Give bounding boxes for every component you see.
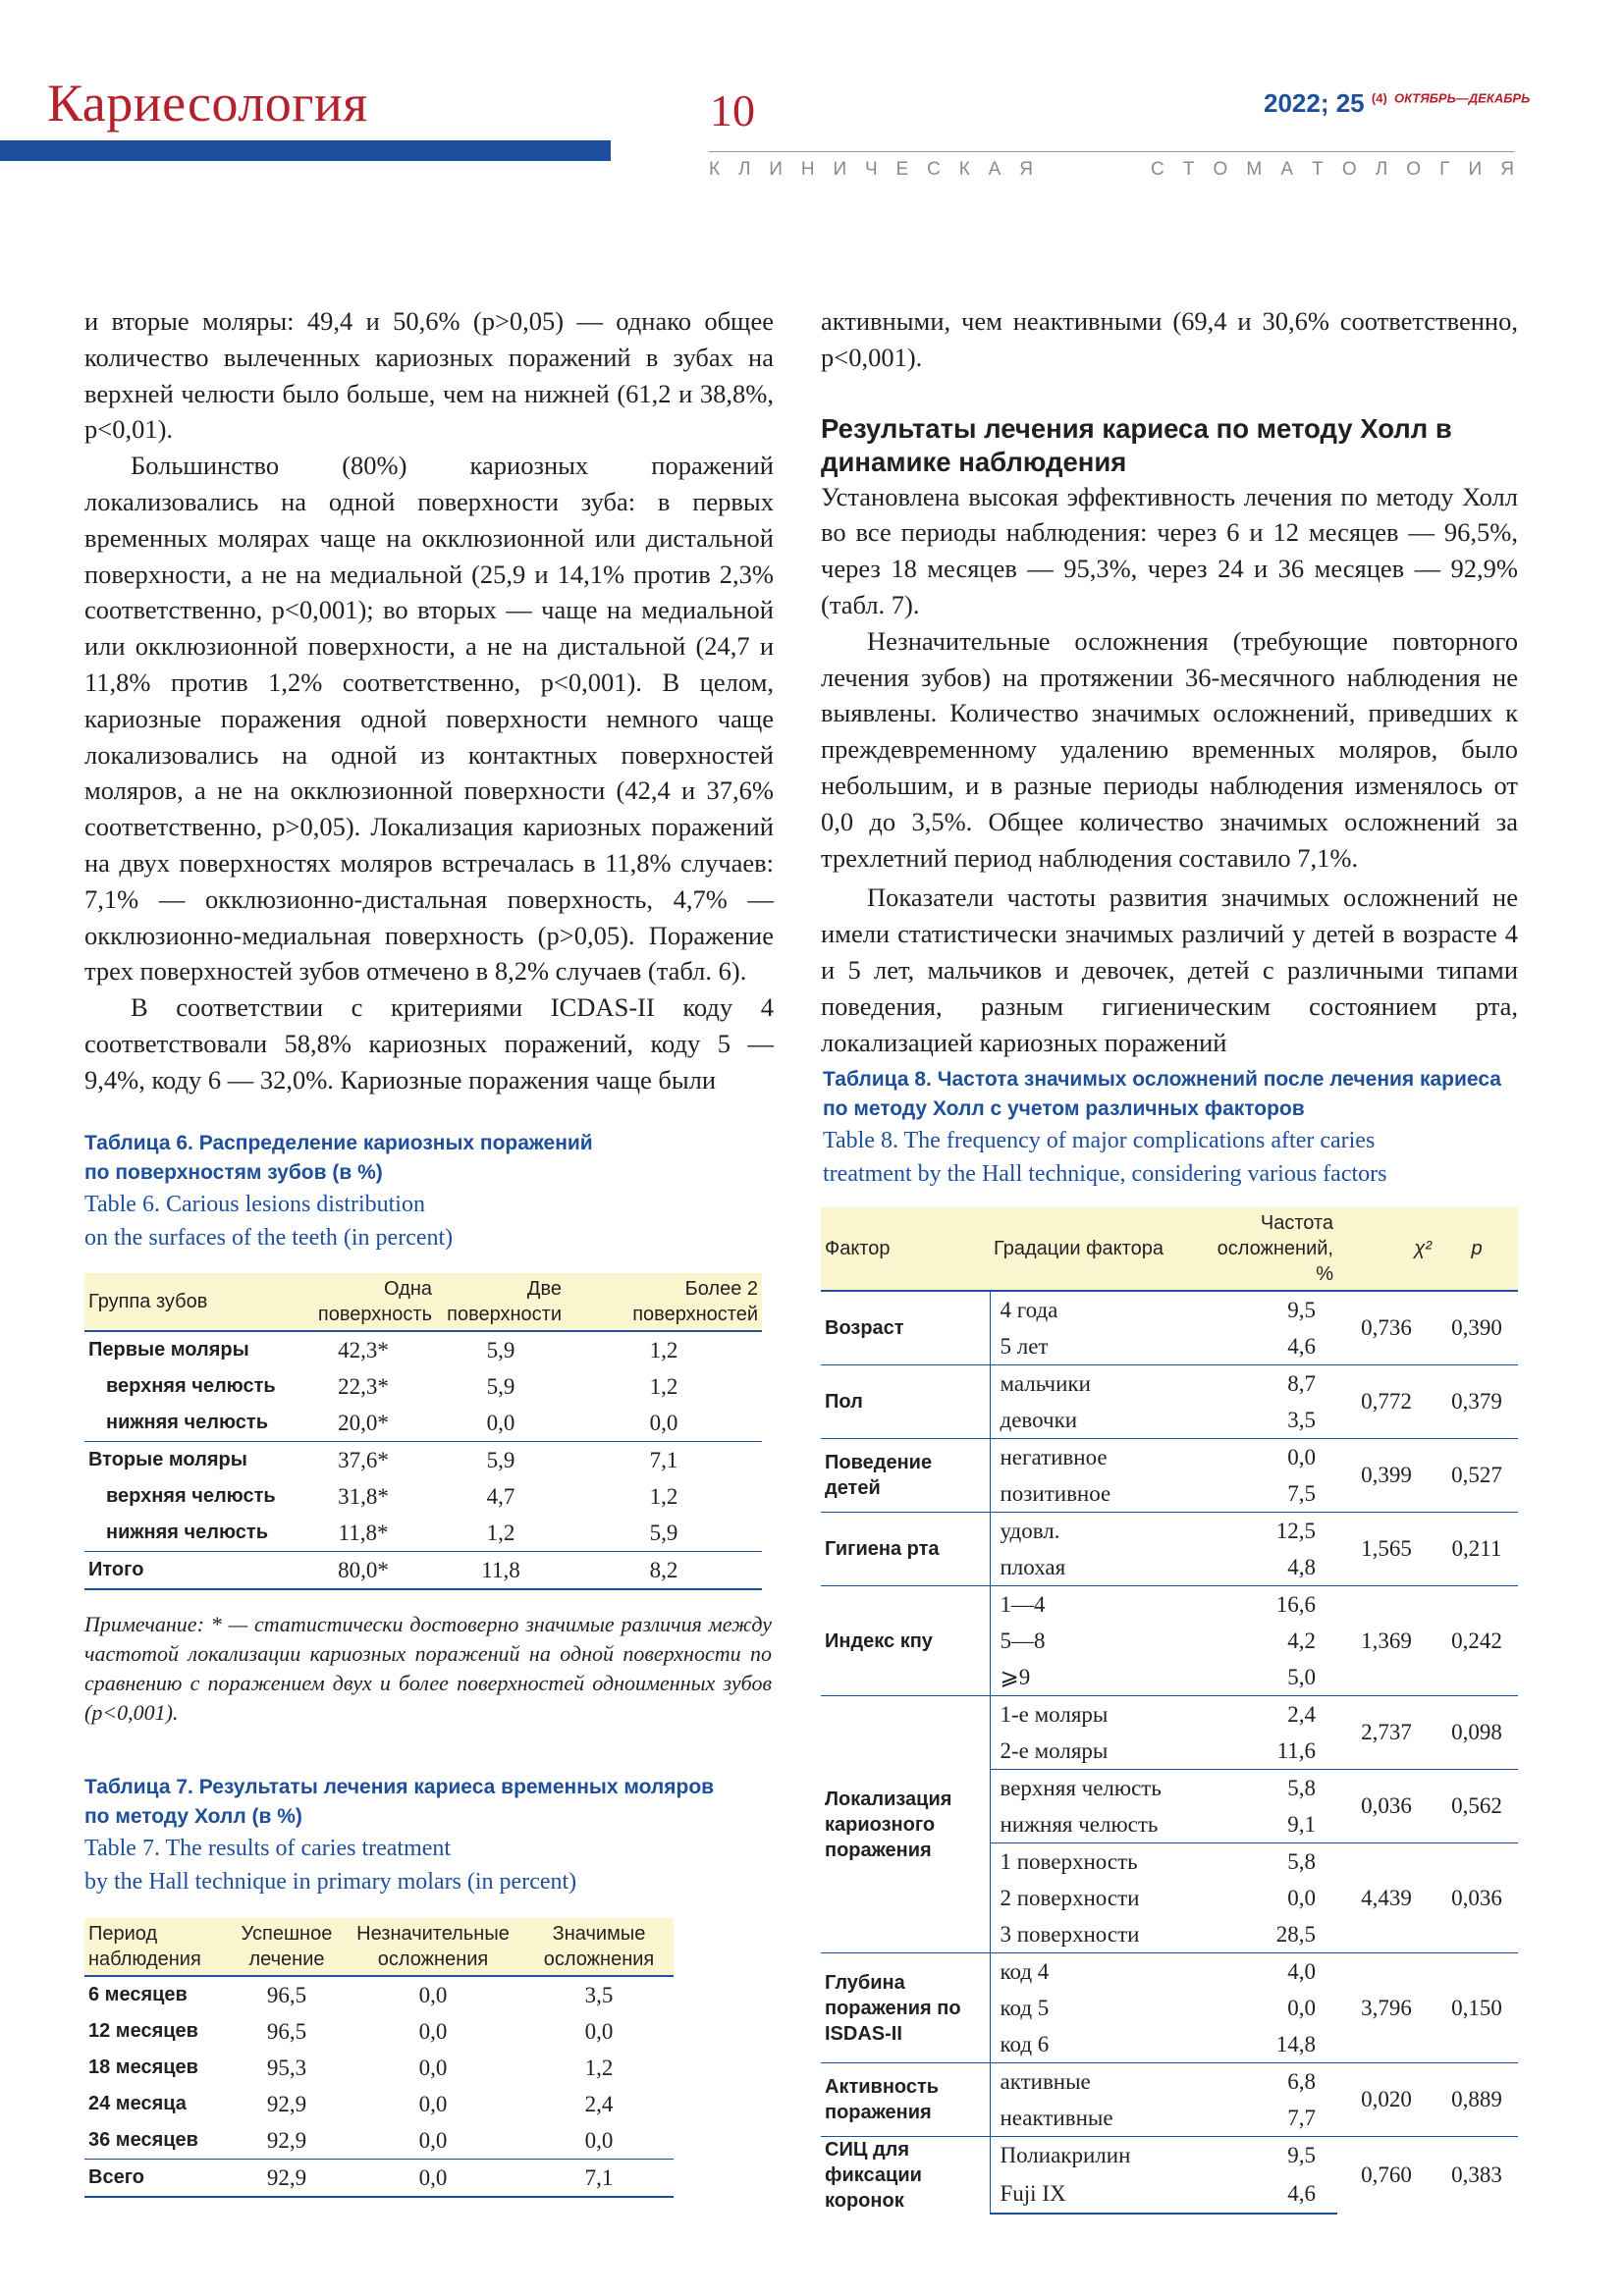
complication-frequency: 0,0 xyxy=(1192,1439,1337,1476)
page-number: 10 xyxy=(710,85,755,135)
table-row xyxy=(821,1365,1518,1403)
table8 xyxy=(821,1207,1518,2215)
complication-frequency: 5,8 xyxy=(1192,1770,1337,1807)
column-header: Фактор xyxy=(821,1207,990,1291)
row-label: 18 месяцев xyxy=(88,2056,198,2078)
factor-grade: активные xyxy=(990,2063,1192,2101)
table6-note: Примечание: * — статистически достоверно значимые различия между частотой локализации кариозных поражений на одной поверхности по сравнению с поражением двух и более поверхностей одноименных зубов (p<0,001). xyxy=(84,1612,772,1725)
p-value: 0,242 xyxy=(1435,1586,1518,1696)
table-cell: 1,2 xyxy=(649,1373,678,1399)
table-row xyxy=(84,1478,762,1515)
table-cell: 20,0* xyxy=(338,1410,389,1435)
complication-frequency: 5,0 xyxy=(1287,1664,1316,1689)
factor-grade: 3 поверхности xyxy=(1000,1921,1140,1947)
complication-frequency: 14,8 xyxy=(1275,2031,1316,2056)
table-cell: 0,0 xyxy=(486,1410,515,1435)
complication-frequency: 4,2 xyxy=(1287,1628,1316,1653)
table-cell: 37,6* xyxy=(291,1442,436,1479)
table-cell: 11,8* xyxy=(338,1520,389,1545)
header-rule xyxy=(709,151,1514,152)
table7 xyxy=(84,1918,674,2198)
complication-frequency: 11,6 xyxy=(1276,1737,1316,1763)
p-value: 0,889 xyxy=(1435,2063,1518,2137)
table-row xyxy=(821,1953,1518,1991)
complication-frequency: 8,7 xyxy=(1192,1365,1337,1403)
column-header: Две поверхности xyxy=(436,1273,566,1331)
p-value: 0,379 xyxy=(1435,1365,1518,1439)
complication-frequency: 4,6 xyxy=(1192,2174,1337,2214)
table-cell: 0,0 xyxy=(418,2018,448,2044)
factor-grade: удовл. xyxy=(990,1513,1192,1550)
table-cell: 2,4 xyxy=(584,2091,614,2116)
issue-number: (4) xyxy=(1371,90,1387,106)
table-cell: 0,0 xyxy=(584,2018,614,2044)
factor-grade: Полиакрилин xyxy=(990,2137,1192,2175)
table-cell: 1,2 xyxy=(566,1331,762,1368)
table-cell: 11,8 xyxy=(436,1552,566,1590)
table-cell: 92,9 xyxy=(266,2091,307,2116)
paragraph: Показатели частоты развития значимых осложнений не имели статистически значимых различий у детей в возрасте 4 и 5 лет, мальчиков и девочек, детей с различными типами поведения, разным гигиеническим состоянием рта, локализацией кариозных поражений xyxy=(821,882,1518,1057)
complication-frequency: 12,5 xyxy=(1192,1513,1337,1550)
complication-frequency: 6,8 xyxy=(1192,2063,1337,2101)
factor-grade: плохая xyxy=(1000,1554,1066,1579)
table-cell: 95,3 xyxy=(266,2055,307,2080)
p-value: 0,098 xyxy=(1435,1696,1518,1770)
table-cell: 0,0 xyxy=(418,2127,448,2153)
table-header-row xyxy=(84,1918,674,1976)
table-row xyxy=(821,1586,1518,1624)
p-value: 0,036 xyxy=(1435,1843,1518,1953)
factor-label: Поведение детей xyxy=(821,1439,990,1513)
chi-square-value: 3,796 xyxy=(1337,1953,1435,2063)
factor-grade: негативное xyxy=(990,1439,1192,1476)
section-heading: Результаты лечения кариеса по методу Холл в динамике наблюдения xyxy=(821,412,1452,477)
table-row xyxy=(84,2122,674,2160)
p-value: 0,150 xyxy=(1435,1953,1518,2063)
factor-label: Активность поражения xyxy=(821,2063,990,2137)
chi-square-value: 0,736 xyxy=(1337,1291,1435,1365)
table-row xyxy=(84,1331,762,1368)
column-header: Период наблюдения xyxy=(84,1918,232,1976)
journal-word-1: К Л И Н И Ч Е С К А Я xyxy=(709,159,1033,180)
p-value: 0,527 xyxy=(1435,1439,1518,1513)
table-cell: 5,9 xyxy=(436,1442,566,1479)
table-cell: 0,0 xyxy=(418,2055,448,2080)
table6-caption-ru-2: по поверхностям зубов (в %) xyxy=(84,1161,383,1184)
p-value: 0,211 xyxy=(1435,1513,1518,1586)
factor-grade: ⩾9 xyxy=(1000,1664,1031,1689)
paragraph: Незначительные осложнения (требующие повторного лечения зубов) на протяжении 36-месячного наблюдения не выявлены. Количество значимых осложнений, приведших к преждевременному удалению временных моляров, было небольшим, и в разные периоды наблюдения изменялось от 0,0 до 3,5%. Общее количество значимых осложнений за трехлетний период наблюдения составило 7,1%. xyxy=(821,625,1518,873)
complication-frequency: 28,5 xyxy=(1275,1921,1316,1947)
table-row xyxy=(84,1405,762,1442)
table-row xyxy=(84,1552,762,1590)
table-cell: 3,5 xyxy=(584,1982,614,2007)
chi-square-value: 0,399 xyxy=(1337,1439,1435,1513)
table-cell: 92,9 xyxy=(266,2127,307,2153)
table7-caption-ru-1: Таблица 7. Результаты лечения кариеса временных моляров xyxy=(84,1776,715,1798)
table-cell: 4,7 xyxy=(486,1483,515,1509)
row-label: нижняя челюсть xyxy=(106,1522,268,1543)
column-header: Успешное лечение xyxy=(232,1918,342,1976)
column-header: p xyxy=(1435,1207,1518,1291)
column-header: Незначительные осложнения xyxy=(342,1918,524,1976)
factor-grade: позитивное xyxy=(1000,1480,1111,1506)
paragraph: Установлена высокая эффективность лечения по методу Холл во все периоды наблюдения: через 6 и 12 месяцев — 96,5%, через 18 месяцев — 95,3%, через 24 и 36 месяцев — 92,9% (табл. 7). xyxy=(821,481,1518,619)
complication-frequency: 9,5 xyxy=(1192,1291,1337,1328)
complication-frequency: 7,5 xyxy=(1287,1480,1316,1506)
table6 xyxy=(84,1273,762,1590)
paragraph: В соответствии с критериями ICDAS-II коду 4 соответствовали 58,8% кариозных поражений, коду 5 — 9,4%, коду 6 — 32,0%. Кариозные поражения чаще были xyxy=(84,992,774,1095)
paragraph: и вторые моляры: 49,4 и 50,6% (p>0,05) — однако общее количество вылеченных кариозных поражений в зубах на верхней челюсти было больше, чем на нижней (61,2 и 38,8%, p<0,01). xyxy=(84,306,774,445)
table-cell: 80,0* xyxy=(291,1552,436,1590)
row-label: Всего xyxy=(84,2160,232,2198)
factor-grade: 4 года xyxy=(990,1291,1192,1328)
paragraph: Большинство (80%) кариозных поражений локализовались на одной поверхности зуба: в первых временных молярах чаще на окклюзионной или дистальной поверхности, а не на медиальной (25,9 и 14,1% против 2,3% соответственно, p<0,001); во вторых — чаще на медиальной или окклюзионной поверхности, а не на дистальной (24,7 и 11,8% против 1,2% соответственно, p<0,001). В целом, кариозные поражения одной поверхности немного чаще локализовались на одной из контактных поверхностей моляров, а не на окклюзионной поверхности (42,4 и 37,6% соответственно, p>0,05). Локализация кариозных поражений на двух поверхностях моляров встречалась в 11,8% случаев: 7,1% — окклюзионно-дистальная поверхность, 4,7% — окклюзионно-медиальная поверхность (p>0,05). Поражение трех поверхностей зубов отмечено в 8,2% случаев (табл. 6). xyxy=(84,451,774,987)
row-label: Первые моляры xyxy=(84,1331,291,1368)
column-header: Градации фактора xyxy=(990,1207,1192,1291)
chi-square-value: 0,036 xyxy=(1337,1770,1435,1843)
table8-caption-ru-1: Таблица 8. Частота значимых осложнений после лечения кариеса xyxy=(823,1068,1501,1091)
table-cell: 92,9 xyxy=(232,2160,342,2198)
table-row xyxy=(84,1976,674,2013)
table-header-row xyxy=(84,1273,762,1331)
factor-grade: 5 лет xyxy=(1000,1333,1049,1359)
table-cell: 0,0 xyxy=(418,2091,448,2116)
issue-months: ОКТЯБРЬ—ДЕКАБРЬ xyxy=(1394,90,1531,106)
column-header: χ² xyxy=(1337,1207,1435,1291)
chi-square-value: 1,565 xyxy=(1337,1513,1435,1586)
table6-caption xyxy=(84,1129,772,1255)
table-cell: 1,2 xyxy=(649,1483,678,1509)
table6-caption-en-2: on the surfaces of the teeth (in percent) xyxy=(84,1225,454,1251)
complication-frequency: 9,5 xyxy=(1192,2137,1337,2175)
complication-frequency: 0,0 xyxy=(1287,1885,1316,1910)
factor-grade: код 4 xyxy=(990,1953,1192,1991)
factor-grade: Fuji IX xyxy=(990,2174,1192,2214)
table7-caption-en-1: Table 7. The results of caries treatment xyxy=(84,1836,452,1861)
column-header: Более 2 поверхностей xyxy=(566,1273,762,1331)
column-header: Одна поверхность xyxy=(291,1273,436,1331)
table-cell: 1,2 xyxy=(584,2055,614,2080)
text-column-right xyxy=(821,303,1518,1060)
table-cell: 22,3* xyxy=(338,1373,389,1399)
table-row xyxy=(84,2086,674,2122)
journal-name xyxy=(709,160,1514,179)
table-cell: 42,3* xyxy=(291,1331,436,1368)
factor-grade: 5—8 xyxy=(1000,1628,1046,1653)
factor-grade: 2 поверхности xyxy=(1000,1885,1140,1910)
factor-grade: 1 поверхность xyxy=(990,1843,1192,1881)
row-label: 24 месяца xyxy=(88,2093,187,2114)
p-value: 0,390 xyxy=(1435,1291,1518,1365)
table-cell: 0,0 xyxy=(584,2127,614,2153)
table-row xyxy=(821,1513,1518,1550)
complication-frequency: 4,8 xyxy=(1287,1554,1316,1579)
factor-grade: неактивные xyxy=(1000,2105,1113,2130)
table-cell: 7,1 xyxy=(566,1442,762,1479)
complication-frequency: 7,7 xyxy=(1287,2105,1316,2130)
table6-caption-ru-1: Таблица 6. Распределение кариозных поражений xyxy=(84,1132,593,1154)
complication-frequency: 0,0 xyxy=(1287,1995,1316,2020)
table7-caption xyxy=(84,1773,791,1898)
table-row xyxy=(821,1291,1518,1328)
table-cell: 0,0 xyxy=(418,1982,448,2007)
factor-grade: 1-е моляры xyxy=(990,1696,1192,1734)
table6-caption-en-1: Table 6. Carious lesions distribution xyxy=(84,1192,425,1217)
table-cell: 0,0 xyxy=(342,2160,524,2198)
table-cell: 5,9 xyxy=(486,1373,515,1399)
p-value: 0,383 xyxy=(1435,2137,1518,2215)
table-cell: 5,9 xyxy=(436,1331,566,1368)
row-label: 12 месяцев xyxy=(88,2020,198,2042)
table-cell: 8,2 xyxy=(566,1552,762,1590)
issue-year-volume: 2022; 25 xyxy=(1264,88,1365,118)
text-column-left xyxy=(84,303,774,1098)
table-row xyxy=(84,2050,674,2086)
row-label: Вторые моляры xyxy=(84,1442,291,1479)
complication-frequency: 16,6 xyxy=(1192,1586,1337,1624)
header-bar xyxy=(0,140,611,161)
row-label: 6 месяцев xyxy=(88,1984,188,2005)
complication-frequency: 5,8 xyxy=(1192,1843,1337,1881)
factor-grade: 2-е моляры xyxy=(1000,1737,1109,1763)
factor-label: Пол xyxy=(821,1365,990,1439)
chi-square-value: 0,760 xyxy=(1337,2137,1435,2215)
factor-grade: код 6 xyxy=(1000,2031,1050,2056)
table-row xyxy=(84,2013,674,2050)
table-cell: 1,2 xyxy=(486,1520,515,1545)
table-row xyxy=(84,1368,762,1405)
factor-grade: код 5 xyxy=(1000,1995,1050,2020)
row-label: верхняя челюсть xyxy=(106,1375,276,1397)
chi-square-value: 0,772 xyxy=(1337,1365,1435,1439)
table-cell: 96,5 xyxy=(266,1982,307,2007)
column-header: Значимые осложнения xyxy=(524,1918,674,1976)
table-row xyxy=(821,2063,1518,2101)
factor-label: Локализация кариозного поражения xyxy=(821,1696,990,1953)
row-label: Итого xyxy=(84,1552,291,1590)
table-row xyxy=(821,1439,1518,1476)
factor-grade: мальчики xyxy=(990,1365,1192,1403)
table8-caption xyxy=(823,1065,1530,1191)
table-row xyxy=(84,1515,762,1552)
column-header: Группа зубов xyxy=(84,1273,291,1331)
column-header: Частота осложнений, % xyxy=(1192,1207,1337,1291)
complication-frequency: 9,1 xyxy=(1287,1811,1316,1837)
complication-frequency: 4,0 xyxy=(1192,1953,1337,1991)
table-cell: 96,5 xyxy=(266,2018,307,2044)
table-row xyxy=(84,2160,674,2198)
table8-caption-en-2: treatment by the Hall technique, considering various factors xyxy=(823,1161,1387,1187)
factor-label: Гигиена рта xyxy=(821,1513,990,1586)
factor-grade: нижняя челюсть xyxy=(1000,1811,1159,1837)
complication-frequency: 2,4 xyxy=(1192,1696,1337,1734)
chi-square-value: 2,737 xyxy=(1337,1696,1435,1770)
factor-label: Индекс кпу xyxy=(821,1586,990,1696)
chi-square-value: 4,439 xyxy=(1337,1843,1435,1953)
journal-word-2: С Т О М А Т О Л О Г И Я xyxy=(1151,159,1514,180)
row-label: 36 месяцев xyxy=(88,2129,198,2151)
table-row xyxy=(84,1442,762,1479)
table7-caption-ru-2: по методу Холл (в %) xyxy=(84,1805,302,1828)
table8-caption-en-1: Table 8. The frequency of major complications after caries xyxy=(823,1128,1376,1153)
table-cell: 0,0 xyxy=(649,1410,678,1435)
table-row xyxy=(821,2137,1518,2175)
complication-frequency: 4,6 xyxy=(1287,1333,1316,1359)
issue-info xyxy=(1264,90,1530,116)
chi-square-value: 0,020 xyxy=(1337,2063,1435,2137)
table-cell: 5,9 xyxy=(649,1520,678,1545)
table-cell: 31,8* xyxy=(338,1483,389,1509)
table8-caption-ru-2: по методу Холл с учетом различных факторов xyxy=(823,1097,1305,1120)
factor-label: СИЦ для фиксации коронок xyxy=(821,2137,990,2215)
table7-caption-en-2: by the Hall technique in primary molars (in percent) xyxy=(84,1869,577,1895)
complication-frequency: 3,5 xyxy=(1287,1407,1316,1432)
table-header-row xyxy=(821,1207,1518,1291)
table-row xyxy=(821,1696,1518,1734)
factor-grade: верхняя челюсть xyxy=(990,1770,1192,1807)
row-label: нижняя челюсть xyxy=(106,1412,268,1433)
section-title: Кариесология xyxy=(47,74,368,133)
factor-grade: 1—4 xyxy=(990,1586,1192,1624)
paragraph: активными, чем неактивными (69,4 и 30,6% соответственно, p<0,001). xyxy=(821,306,1518,372)
p-value: 0,562 xyxy=(1435,1770,1518,1843)
row-label: верхняя челюсть xyxy=(106,1485,276,1507)
factor-label: Глубина поражения по ISDAS-II xyxy=(821,1953,990,2063)
factor-label: Возраст xyxy=(821,1291,990,1365)
chi-square-value: 1,369 xyxy=(1337,1586,1435,1696)
table-cell: 7,1 xyxy=(524,2160,674,2198)
factor-grade: девочки xyxy=(1000,1407,1078,1432)
